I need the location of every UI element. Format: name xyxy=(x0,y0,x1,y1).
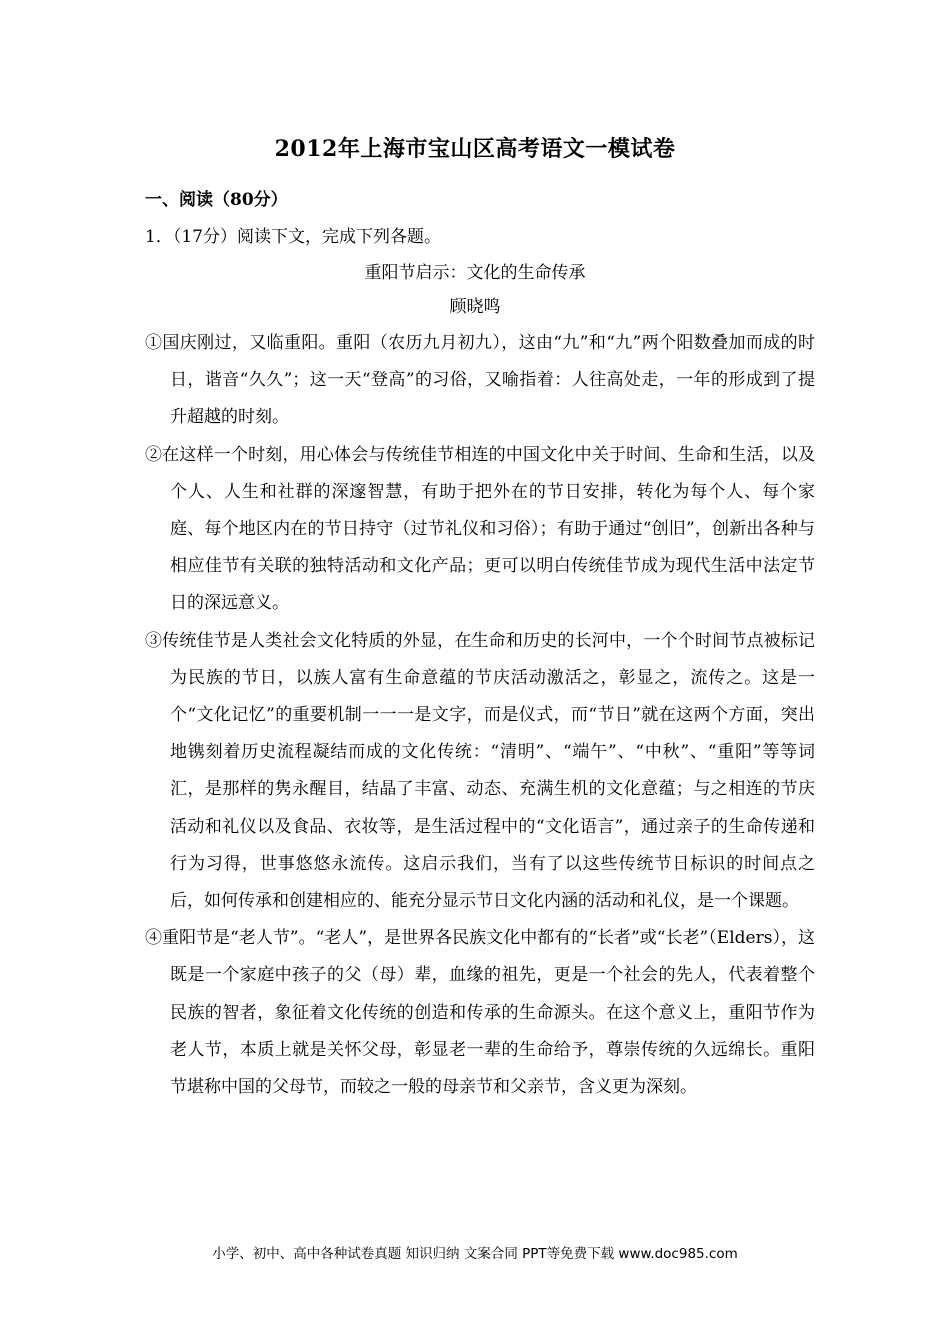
paragraph-2: ②在这样一个时刻，用心体会与传统佳节相连的中国文化中关于时间、生命和生活，以及个人、人生和社群的深邃智慧，有助于把外在的节日安排，转化为每个人、每个家庭、每个地区内在的节日持守（过节礼仪和习俗）；有助于通过“创旧”，创新出各种与相应佳节有关联的独特活动和文化产品；更可以明白传统佳节成为现代生活中法定节日的深远意义。 xyxy=(145,444,815,614)
exam-title: 2012年上海市宝山区高考语文一模试卷 xyxy=(274,136,676,162)
article-title: 重阳节启示：文化的生命传承 xyxy=(364,263,586,283)
paragraph-3: ③传统佳节是人类社会文化特质的外显，在生命和历史的长河中，一个个时间节点被标记为民族的节日，以族人富有生命意蕴的节庆活动激活之，彰显之，流传之。这是一个“文化记忆”的重要机制一一一是文字，而是仪式，而“节日”就在这两个方面，突出地镌刻着历史流程凝结而成的文化传统：“清明”、“端午”、“中秋”、“重阳”等等词汇，是那样的隽永醒目，结晶了丰富、动态、充满生机的文化意蕴；与之相连的节庆活动和礼仪以及食品、衣妆等，是生活过程中的“文化语言”，通过亲子的生命传递和行为习得，世事悠悠永流传。这启示我们，当有了以这些传统节日标识的时间点之后，如何传承和创建相应的、能充分显示节日文化内涵的活动和礼仪，是一个课题。 xyxy=(145,630,815,912)
article-body xyxy=(145,325,815,1106)
section-heading: 一、阅读（80分） xyxy=(145,190,288,210)
paragraph-1: ①国庆刚过，又临重阳。重阳（农历九月初九），这由“九”和“九”两个阳数叠加而成的时日，谐音“久久”；这一天“登高”的习俗，又喻指着：人往高处走，一年的形成到了提升超越的时刻。 xyxy=(145,333,815,428)
question-prompt: 1．（17分）阅读下文，完成下列各题。 xyxy=(145,227,441,247)
paragraph-4: ④重阳节是“老人节”。“老人”，是世界各民族文化中都有的“长者”或“长老”（Elders），这既是一个家庭中孩子的父（母）辈，血缘的祖先，更是一个社会的先人，代表着整个民族的智者，象征着文化传统的创造和传承的生命源头。在这个意义上，重阳节作为老人节，本质上就是关怀父母，彰显老一辈的生命给予，尊崇传统的久远绵长。重阳节堪称中国的父母节，而较之一般的母亲节和父亲节，含义更为深刻。 xyxy=(145,928,815,1098)
article-author: 顾晓鸣 xyxy=(449,297,501,317)
page-footer: 小学、初中、高中各种试卷真题 知识归纳 文案合同 PPT等免费下载 www.doc985.com xyxy=(212,1246,738,1262)
